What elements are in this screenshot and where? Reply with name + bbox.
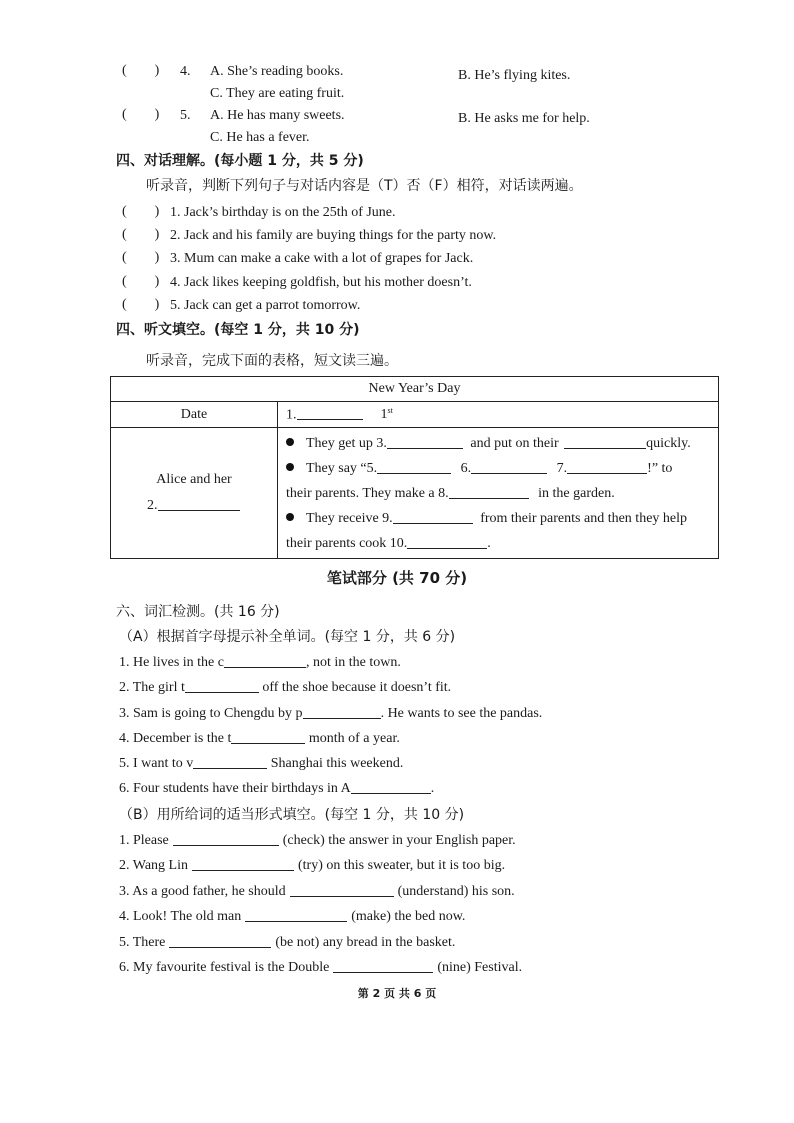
item-text: 4. December is the t <box>119 731 232 746</box>
activity-text: They say “5. <box>306 460 378 476</box>
answer-paren[interactable]: ( ) <box>122 107 160 122</box>
form-item <box>119 857 505 875</box>
who-blank-line <box>111 493 277 519</box>
activity-row <box>286 431 718 456</box>
item-text: 4. Look! The old man <box>119 909 242 924</box>
option-c: C. He has a fever. <box>210 130 310 145</box>
vocab-item <box>119 755 403 773</box>
activity-row <box>286 506 718 531</box>
part-heading: （B）用所给词的适当形式填空。(每空 1 分，共 10 分) <box>119 807 465 823</box>
activity-text: They get up 3. <box>306 435 387 451</box>
item-text: (nine) Festival. <box>437 960 523 975</box>
item-text: (be not) any bread in the basket. <box>275 935 456 950</box>
written-part-title: 笔试部分 (共 70 分) <box>326 569 468 587</box>
item-text: 5. I want to v <box>119 756 194 771</box>
answer-paren[interactable]: ( ) <box>122 250 160 265</box>
activity-text: They receive 9. <box>306 510 393 526</box>
item-text: Shanghai this weekend. <box>267 756 404 771</box>
section-instruction: 听录音，完成下面的表格，短文读三遍。 <box>146 353 398 369</box>
activity-text: from their parents and then they help <box>480 510 688 526</box>
activity-row <box>286 481 718 506</box>
answer-blank[interactable] <box>169 935 271 948</box>
form-item <box>119 959 522 977</box>
answer-blank[interactable] <box>245 909 347 922</box>
blank-1[interactable] <box>297 407 363 420</box>
activity-text: quickly. <box>646 435 691 451</box>
blank-9[interactable] <box>393 511 473 524</box>
blank-number: 1. <box>286 407 297 423</box>
blank-number: 2. <box>147 498 158 513</box>
vocab-item <box>119 679 451 697</box>
option-b: B. He’s flying kites. <box>458 68 571 83</box>
activities-cell <box>278 428 719 559</box>
blank-number: 6. <box>460 460 472 476</box>
tf-statement: 1. Jack’s birthday is on the 25th of June. <box>170 205 396 220</box>
who-line: Alice and her <box>156 472 232 487</box>
bullet-icon <box>286 513 294 521</box>
answer-paren[interactable]: ( ) <box>122 297 160 312</box>
answer-blank[interactable] <box>185 680 259 693</box>
answer-blank[interactable] <box>231 731 305 744</box>
option-a: A. He has many sweets. <box>210 108 345 123</box>
answer-paren[interactable]: ( ) <box>122 63 160 78</box>
answer-blank[interactable] <box>224 655 306 668</box>
vocab-item <box>119 730 400 748</box>
tf-statement: 3. Mum can make a cake with a lot of grapes for Jack. <box>170 251 474 266</box>
blank-number: 7. <box>556 460 568 476</box>
item-text: . He wants to see the pandas. <box>380 706 543 721</box>
form-item <box>119 908 465 926</box>
option-c: C. They are eating fruit. <box>210 86 345 101</box>
page-footer: 第 2 页 共 6 页 <box>357 987 437 1000</box>
date-cell <box>278 402 719 428</box>
answer-blank[interactable] <box>192 858 294 871</box>
activity-text: !” to <box>647 460 673 476</box>
item-text: off the shoe because it doesn’t fit. <box>258 680 452 695</box>
activity-text: . <box>487 535 491 551</box>
vocab-item <box>119 654 401 672</box>
option-a: A. She’s reading books. <box>210 64 344 79</box>
answer-blank[interactable] <box>303 706 381 719</box>
form-item <box>119 883 515 901</box>
form-item <box>119 934 455 952</box>
section-instruction: 听录音，判断下列句子与对话内容是（T）否（F）相符，对话读两遍。 <box>146 178 583 194</box>
activity-text: and put on their <box>470 435 559 451</box>
blank-8[interactable] <box>449 486 529 499</box>
date-ordinal: st <box>387 405 393 415</box>
question-number: 5. <box>180 108 191 123</box>
bullet-icon <box>286 438 294 446</box>
blank-10[interactable] <box>407 536 487 549</box>
blank-3[interactable] <box>387 436 463 449</box>
activity-text: their parents. They make a 8. <box>286 485 449 501</box>
item-text: 6. My favourite festival is the Double <box>119 960 330 975</box>
activity-text: their parents cook 10. <box>286 535 408 551</box>
vocab-item <box>119 705 542 723</box>
answer-paren[interactable]: ( ) <box>122 227 160 242</box>
date-day: 1 <box>380 407 388 423</box>
answer-blank[interactable] <box>333 960 433 973</box>
item-text: (check) the answer in your English paper. <box>282 833 516 848</box>
blank-5[interactable] <box>377 461 451 474</box>
item-text: 6. Four students have their birthdays in A <box>119 781 351 796</box>
item-text: 2. Wang Lin <box>119 858 188 873</box>
part-heading: （A）根据首字母提示补全单词。(每空 1 分，共 6 分) <box>119 629 456 645</box>
section-heading: 四、听文填空。(每空 1 分，共 10 分) <box>116 322 360 338</box>
tf-statement: 4. Jack likes keeping goldfish, but his mother doesn’t. <box>170 275 472 290</box>
activity-text: in the garden. <box>538 485 615 501</box>
vocab-item <box>119 780 434 798</box>
answer-blank[interactable] <box>290 884 394 897</box>
item-text: 1. Please <box>119 833 169 848</box>
item-text: 1. He lives in the c <box>119 655 224 670</box>
activity-row <box>286 456 718 481</box>
blank-6[interactable] <box>471 461 547 474</box>
answer-paren[interactable]: ( ) <box>122 274 160 289</box>
blank-2[interactable] <box>158 498 240 511</box>
section-heading: 六、词汇检测。(共 16 分) <box>116 604 280 620</box>
section-heading: 四、对话理解。(每小题 1 分，共 5 分) <box>116 153 364 169</box>
listening-table <box>110 376 719 559</box>
activity-row <box>286 531 718 556</box>
table-title: New Year’s Day <box>111 377 719 402</box>
date-label: Date <box>111 402 278 428</box>
item-text: , not in the town. <box>305 655 401 670</box>
item-text: 3. Sam is going to Chengdu by p <box>119 706 303 721</box>
answer-blank[interactable] <box>351 781 431 794</box>
item-text: (understand) his son. <box>397 884 515 899</box>
question-number: 4. <box>180 64 191 79</box>
item-text: 2. The girl t <box>119 680 185 695</box>
blank-7[interactable] <box>567 461 647 474</box>
form-item <box>119 832 516 850</box>
answer-paren[interactable]: ( ) <box>122 204 160 219</box>
item-text: 3. As a good father, he should <box>119 884 286 899</box>
answer-blank[interactable] <box>193 756 267 769</box>
item-text: (make) the bed now. <box>351 909 466 924</box>
item-text: (try) on this sweater, but it is too big. <box>298 858 506 873</box>
item-text: 5. There <box>119 935 166 950</box>
blank-4[interactable] <box>564 436 646 449</box>
bullet-icon <box>286 463 294 471</box>
item-text: . <box>430 781 435 796</box>
who-cell <box>111 428 278 559</box>
tf-statement: 2. Jack and his family are buying things for the party now. <box>170 228 497 243</box>
option-b: B. He asks me for help. <box>458 111 590 126</box>
tf-statement: 5. Jack can get a parrot tomorrow. <box>170 298 361 313</box>
answer-blank[interactable] <box>173 833 279 846</box>
item-text: month of a year. <box>305 731 400 746</box>
